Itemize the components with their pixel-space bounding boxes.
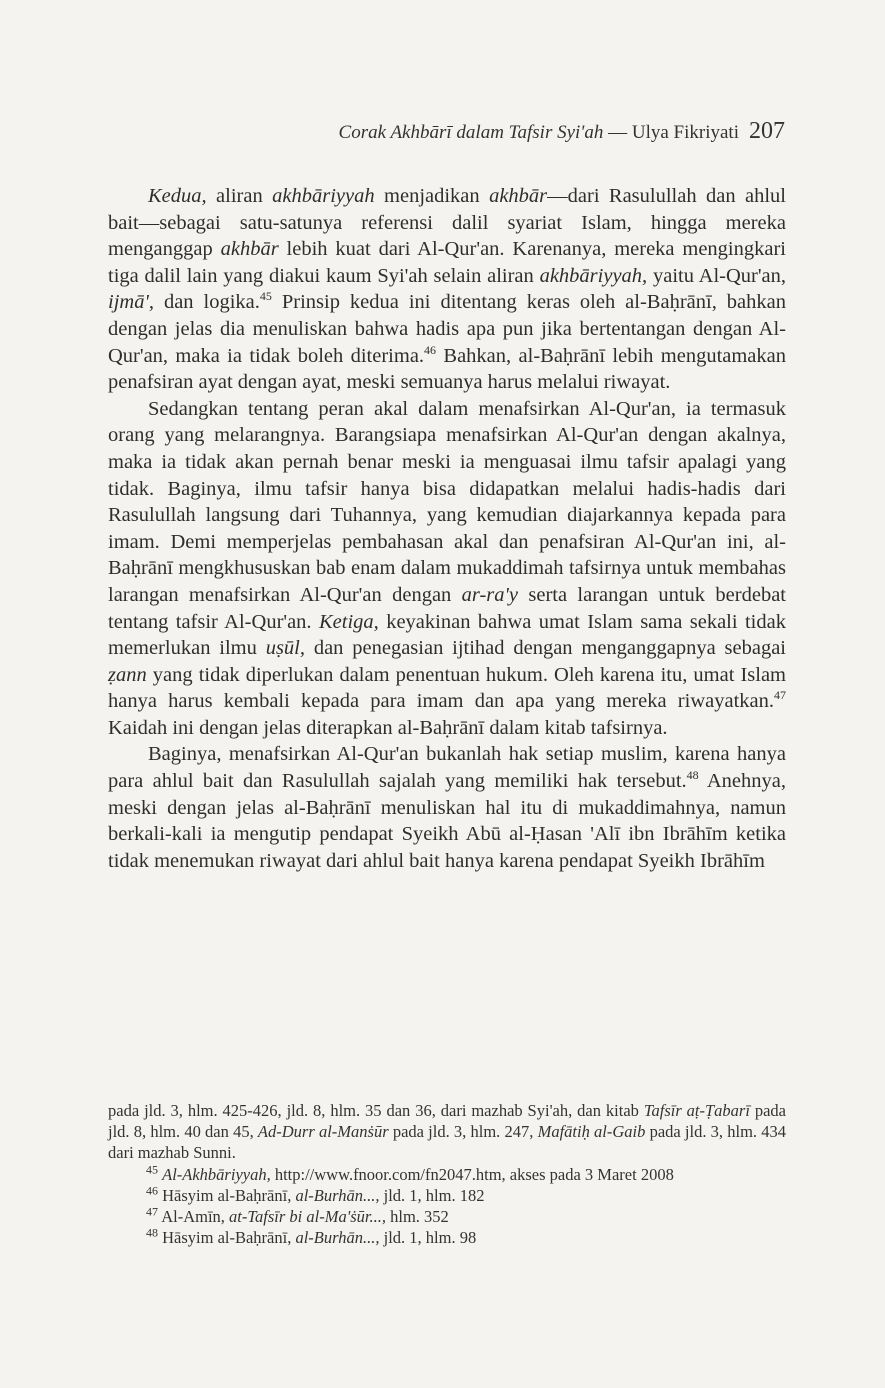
running-header	[110, 118, 785, 145]
text-run: pada jld. 3, hlm. 425-426, jld. 8, hlm. 35 dan 36, dari mazhab Syi'ah, dan kitab	[108, 1101, 644, 1120]
italic-term: akhbār	[489, 185, 548, 207]
text-run: pada jld. 8, hlm. 40 dan 45,	[108, 1101, 787, 1142]
text-run: dan logika.	[153, 291, 260, 314]
italic-term: akhbāriyyah,	[539, 264, 648, 287]
text-run: http://www.fnoor.com/fn2047.htm, akses pada 3 Maret 2008	[270, 1164, 674, 1184]
italic-term: ẓann	[108, 663, 147, 686]
text-run: hlm. 352	[386, 1207, 449, 1227]
italic-term: Ketiga,	[318, 610, 379, 633]
body-text	[108, 183, 786, 874]
footnote-marker: 45	[259, 289, 272, 304]
text-run: Anehnya, meski dengan jelas al-Baḥrānī menuliskan hal itu di mukaddimahnya, namun berkali-kali ia mengutip pendapat Syeikh Abū al-Ḥasan 'Alī ibn Ibrāhīm ketika tidak menemukan riwayat dari ahlul bait hanya karena pendapat Syeikh Ibrāhīm	[108, 770, 786, 872]
footnote-marker: 45	[146, 1162, 158, 1177]
text-run: jld. 1, hlm. 182	[379, 1185, 485, 1205]
italic-term: al-Burhān...,	[295, 1228, 380, 1248]
text-run: Sedangkan tentang peran akal dalam menafsirkan Al-Qur'an, ia termasuk orang yang melarangnya. Barangsiapa menafsirkan Al-Qur'an dengan akalnya, maka ia tidak akan pernah benar meski ia menguasai ilmu tafsir apalagi yang tidak. Baginya, ilmu tafsir hanya bisa didapatkan melalui hadis-hadis dari Rasulullah langsung dari Tuhannya, yang kemudian diajarkannya kepada para imam. Demi memperjelas pembahasan akal dan penafsiran Al-Qur'an ini, al-Baḥrānī mengkhususkan bab enam dalam mukaddimah tafsirnya untuk membahas larangan menafsirkan Al-Qur'an dengan	[108, 397, 786, 606]
running-title: Corak Akhbārī dalam Tafsir Syi'ah	[338, 122, 604, 143]
footnote	[108, 1227, 786, 1248]
text-run: Bahkan, al-Baḥrānī lebih mengutamakan penafsiran ayat dengan ayat, meski semuanya harus melalui riwayat.	[108, 344, 787, 394]
text-run: Hāsyim al-Baḥrānī,	[158, 1185, 296, 1205]
text-run: Hāsyim al-Baḥrānī,	[158, 1228, 296, 1248]
footnote	[108, 1206, 786, 1227]
italic-term: ar-ra'y	[461, 583, 519, 606]
text-run: aliran	[206, 185, 273, 207]
footnote-marker: 48	[686, 768, 699, 783]
italic-term: akhbār	[220, 238, 279, 261]
italic-term: Tafsīr aṭ-Ṭabarī	[643, 1101, 750, 1120]
footnote-marker: 48	[146, 1225, 158, 1240]
text-run: menjadikan	[374, 185, 490, 207]
footnote	[108, 1100, 786, 1164]
text-run: Baginya, menafsirkan Al-Qur'an bukanlah hak setiap muslim, karena hanya para ahlul bait dan Rasulullah sajalah yang memiliki hak tersebut.	[108, 743, 786, 793]
italic-term: uṣūl,	[265, 637, 306, 660]
text-run: yang tidak diperlukan dalam penentuan hukum. Oleh karena itu, umat Islam hanya harus kembali kepada para imam dan apa yang mereka riwayatkan.	[108, 663, 786, 713]
text-run: dan penegasian ijtihad dengan menganggapnya sebagai	[305, 637, 787, 660]
text-run: Prinsip kedua ini ditentang keras oleh al-Baḥrānī, bahkan dengan jelas dia menuliskan bahwa hadis apa pun jika bertentangan dengan Al-Qur'an, maka ia tidak boleh diterima.	[108, 291, 786, 367]
italic-term: ijmā',	[108, 291, 154, 314]
text-run: lebih kuat dari Al-Qur'an. Karenanya, mereka mengingkari tiga dalil lain yang diakui kaum Syi'ah selain aliran	[108, 238, 786, 287]
italic-term: Al-Akhbāriyyah,	[162, 1164, 271, 1184]
text-run: jld. 1, hlm. 98	[379, 1228, 477, 1248]
paragraph	[108, 741, 786, 874]
footnote-marker: 46	[146, 1183, 158, 1198]
text-run: keyakinan bahwa umat Islam sama sekali tidak memerlukan ilmu	[108, 610, 786, 660]
footnote-marker: 46	[424, 342, 437, 357]
footnote-marker: 47	[146, 1204, 158, 1219]
paragraph	[108, 183, 786, 396]
footnotes	[108, 1100, 786, 1248]
page-number: 207	[749, 118, 785, 144]
italic-term: Ad-Durr al-Manṡūr	[257, 1122, 389, 1142]
footnote	[108, 1185, 786, 1206]
text-run: Al-Amīn,	[158, 1207, 230, 1227]
footnote-marker: 47	[774, 688, 786, 703]
text-run: Kaidah ini dengan jelas diterapkan al-Baḥrānī dalam kitab tafsirnya.	[108, 716, 668, 739]
text-run: yaitu Al-Qur'an,	[647, 264, 787, 287]
author-name: Ulya Fikriyati	[631, 122, 739, 143]
text-run: —dari Rasulullah dan ahlul bait—sebagai satu-satunya referensi dalil syariat Islam, hingga mereka menganggap	[108, 185, 786, 261]
paragraph	[108, 396, 786, 742]
text-run: pada jld. 3, hlm. 247,	[388, 1122, 538, 1142]
text-run: pada jld. 3, hlm. 434 dari mazhab Sunni.	[108, 1122, 787, 1163]
header-separator: —	[603, 122, 632, 143]
italic-term: Kedua,	[148, 185, 207, 207]
text-run: serta larangan untuk berdebat tentang tafsir Al-Qur'an.	[108, 583, 786, 633]
italic-term: Mafātiḥ al-Gaib	[537, 1122, 646, 1142]
italic-term: akhbāriyyah	[272, 185, 375, 207]
italic-term: at-Tafsīr bi al-Ma'ṡūr...,	[229, 1207, 386, 1227]
italic-term: al-Burhān...,	[295, 1185, 380, 1205]
footnote	[108, 1164, 786, 1185]
